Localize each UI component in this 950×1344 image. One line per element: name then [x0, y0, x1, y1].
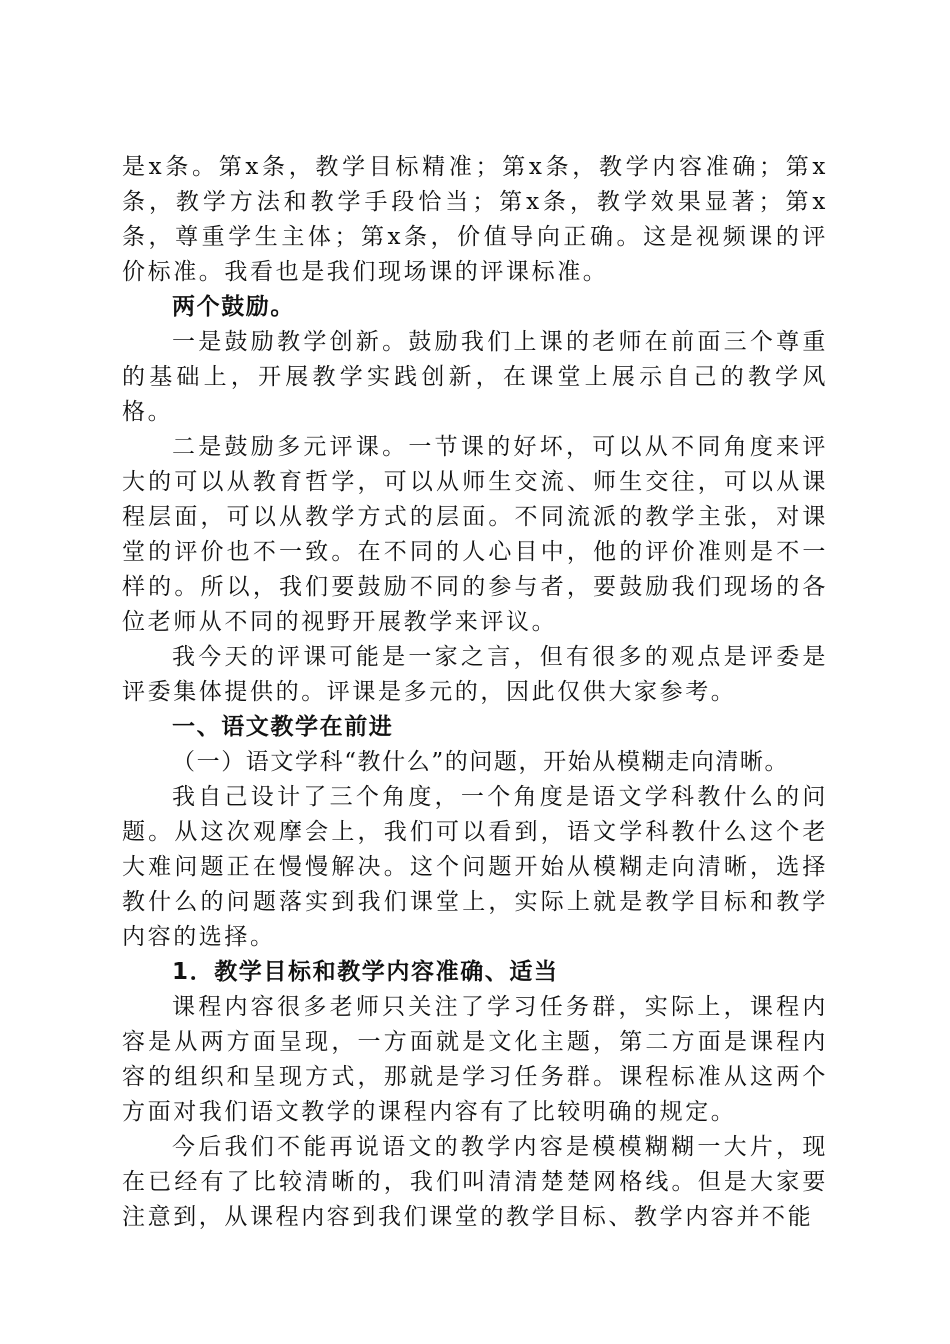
paragraph-clear-grid-lines: 今后我们不能再说语文的教学内容是模模糊糊一大片，现在已经有了比较清晰的，我们叫清清楚楚网格线。但是大家要注意到，从课程内容到我们课堂的教学目标、教学内容并不能 — [122, 1134, 828, 1230]
subsection-heading-what-to-teach: （一）语文学科“教什么”的问题，开始从模糊走向清晰。 — [172, 749, 790, 775]
document-body — [122, 150, 828, 1235]
paragraph-for-reference: 我今天的评课可能是一家之言，但有很多的观点是评委是评委集体提供的。评课是多元的，因此仅供大家参考。 — [122, 644, 828, 705]
paragraph-course-content: 课程内容很多老师只关注了学习任务群，实际上，课程内容是从两方面呈现，一方面就是文化主题，第二方面是课程内容的组织和呈现方式，那就是学习任务群。课程标准从这两个方面对我们语文教学的课程内容有了比较明确的规定。 — [122, 994, 828, 1125]
paragraph-three-perspectives: 我自己设计了三个角度，一个角度是语文学科教什么的问题。从这次观摩会上，我们可以看到，语文学科教什么这个老大难问题正在慢慢解决。这个问题开始从模糊走向清晰，选择教什么的问题落实到我们课堂上，实际上就是教学目标和教学内容的选择。 — [122, 784, 828, 950]
paragraph-evaluation-criteria: 是x条。第x条，教学目标精准；第x条，教学内容准确；第x条，教学方法和教学手段恰当；第x条，教学效果显著；第x条，尊重学生主体；第x条，价值导向正确。这是视频课的评价标准。我看也是我们现场课的评课标准。 — [122, 154, 828, 285]
paragraph-encourage-innovation: 一是鼓励教学创新。鼓励我们上课的老师在前面三个尊重的基础上，开展教学实践创新，在课堂上展示自己的教学风格。 — [122, 329, 828, 425]
section-heading-chinese-teaching-progress: 一、语文教学在前进 — [172, 714, 394, 740]
paragraph-encourage-diverse-evaluation: 二是鼓励多元评课。一节课的好坏，可以从不同角度来评大的可以从教育哲学，可以从师生交流、师生交往，可以从课程层面，可以从教学方式的层面。不同流派的教学主张，对课堂的评价也不一致。在不同的人心目中，他的评价准则是不一样的。所以，我们要鼓励不同的参与者，要鼓励我们现场的各位老师从不同的视野开展教学来评议。 — [122, 434, 828, 635]
numbered-heading-objectives-content: 1．教学目标和教学内容准确、适当 — [172, 959, 559, 985]
heading-two-encouragements: 两个鼓励。 — [172, 294, 295, 320]
